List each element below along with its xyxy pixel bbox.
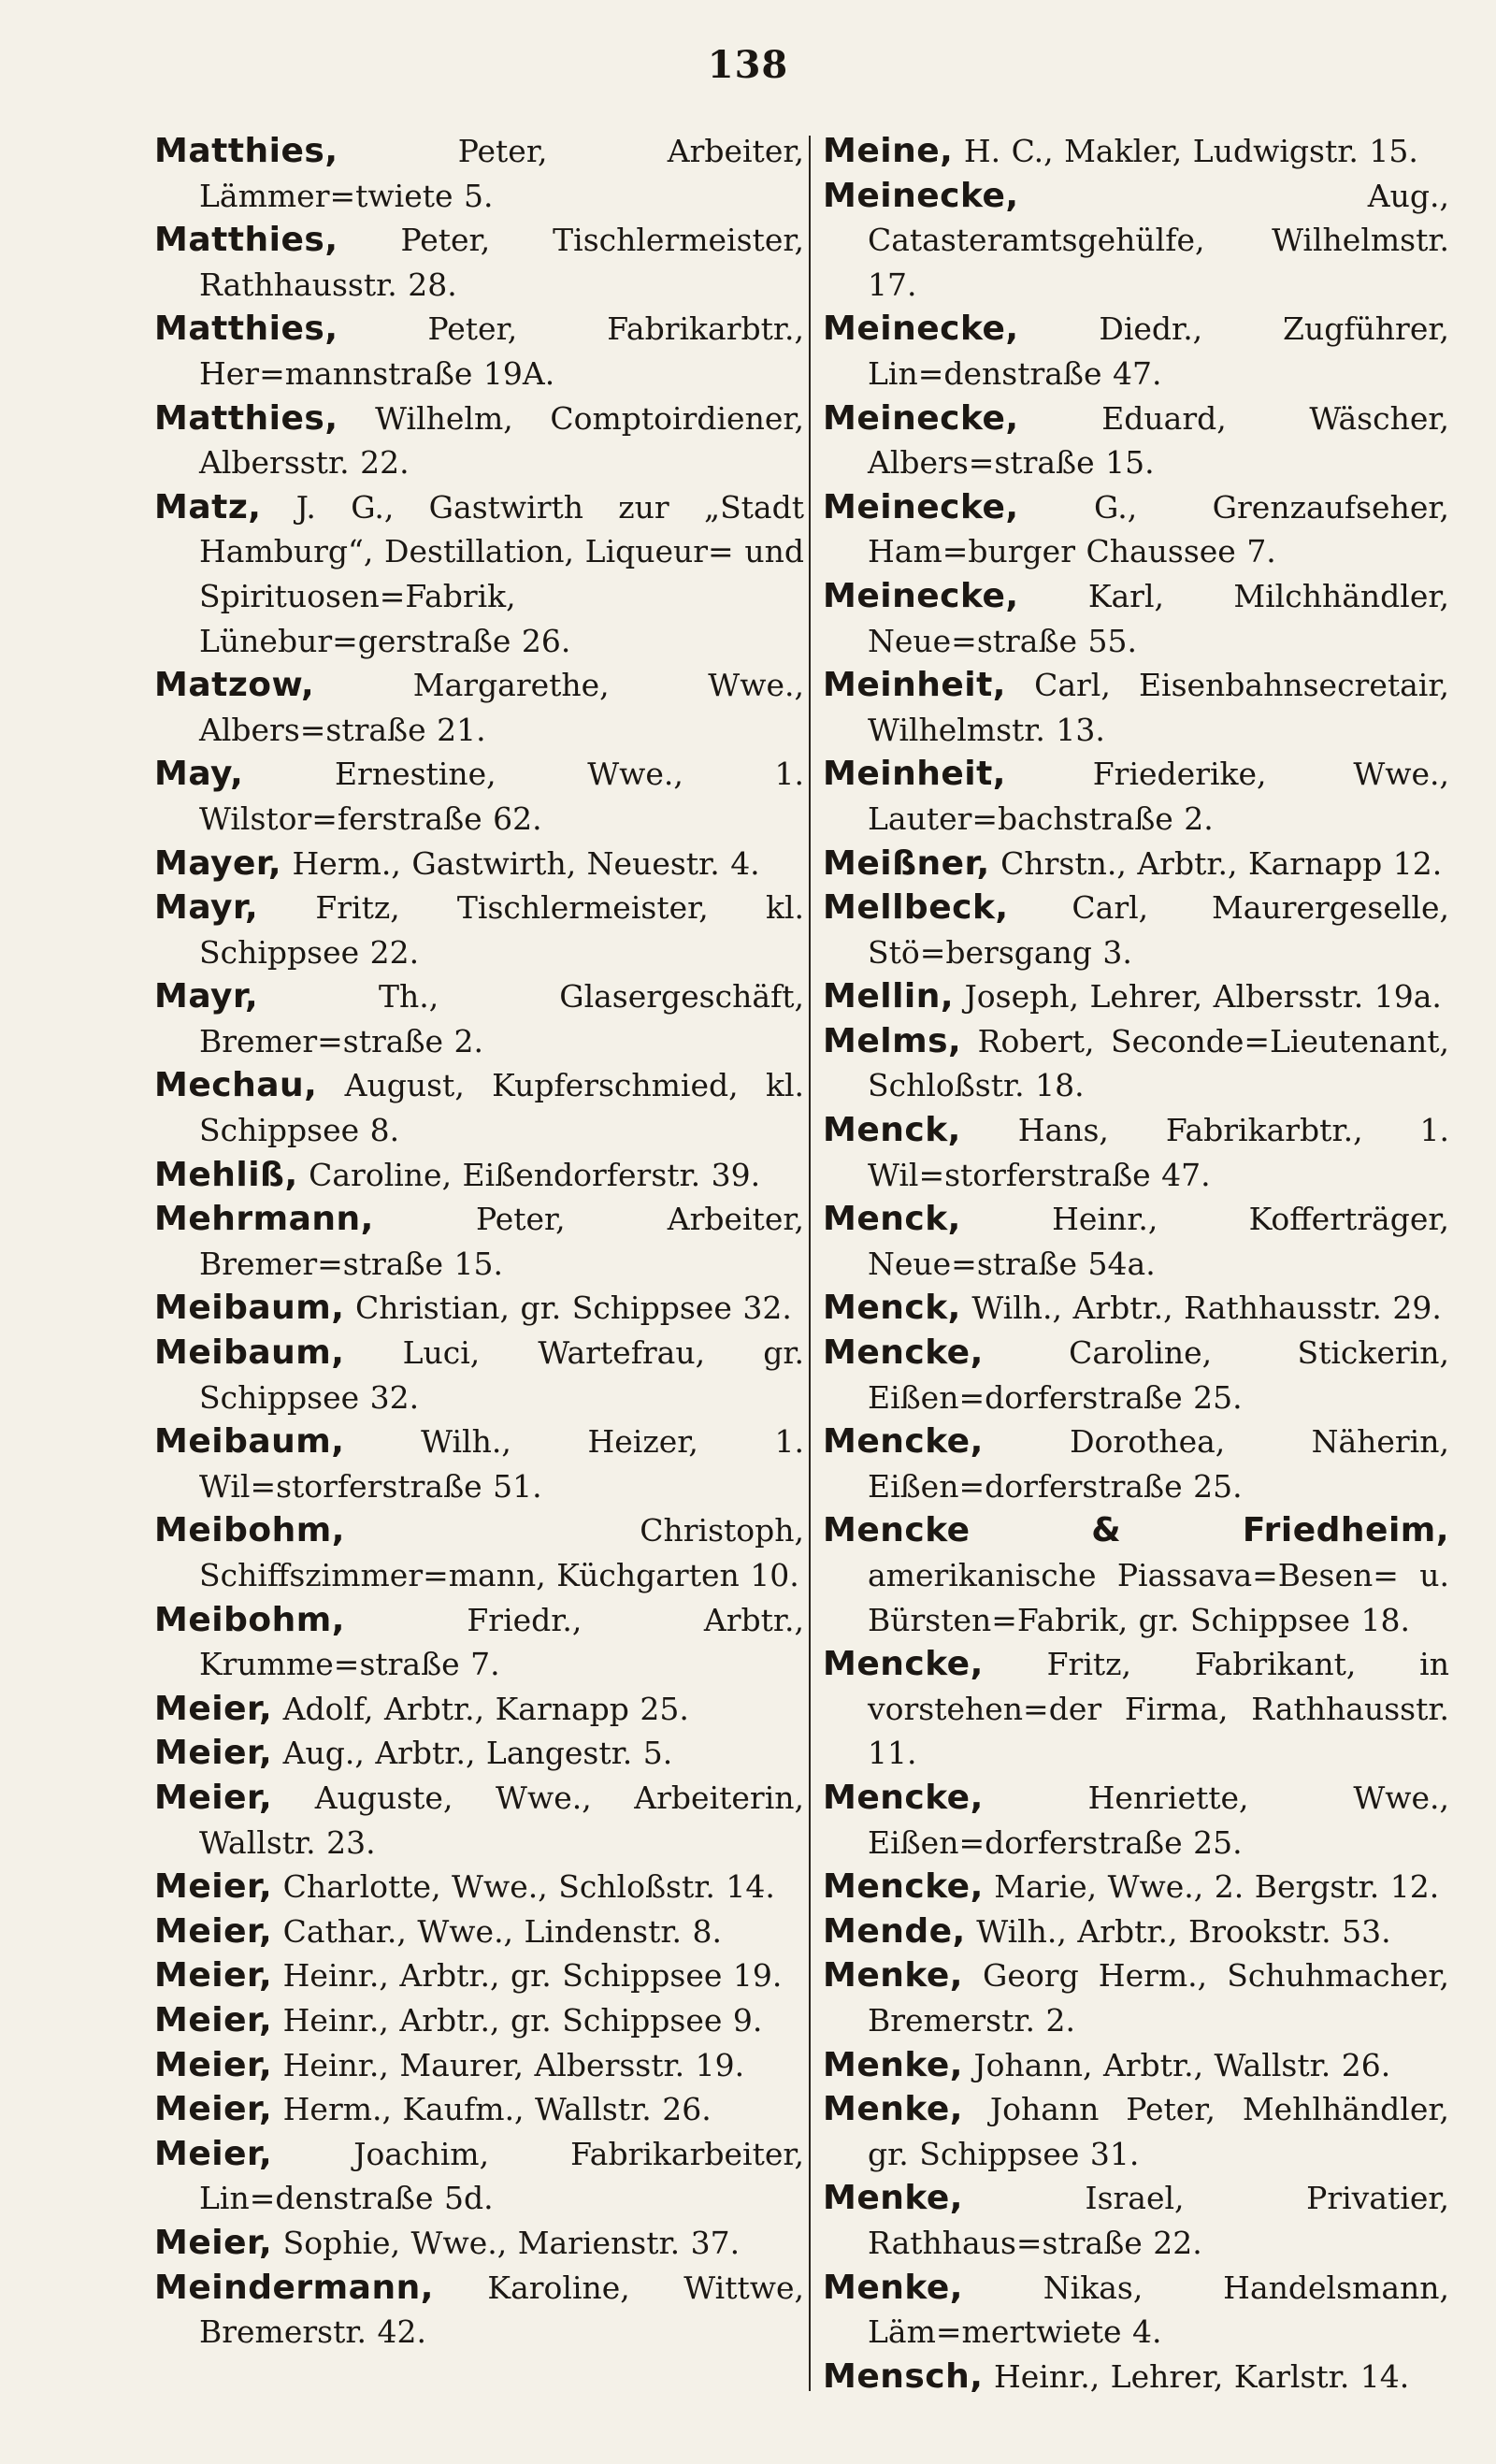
- entry-details: Friedr., Arbtr., Krumme=straße 7.: [199, 1601, 804, 1683]
- entry-surname: Meinheit,: [823, 666, 1006, 705]
- entry-details: Georg Herm., Schuhmacher, Bremerstr. 2.: [868, 1957, 1449, 2039]
- entry-surname: Mayr,: [154, 977, 259, 1016]
- entry-surname: Meinecke,: [823, 487, 1019, 526]
- entry-surname: Menck,: [823, 1289, 961, 1328]
- entry-details: Karoline, Wittwe, Bremerstr. 42.: [199, 2269, 804, 2351]
- directory-entry: [823, 1909, 1449, 1954]
- entry-surname: Meißner,: [823, 843, 990, 883]
- entry-details: amerikanische Piassava=Besen= u. Bürsten=Fabrik, gr. Schippsee 18.: [868, 1557, 1449, 1638]
- entry-details: Auguste, Wwe., Arbeiterin, Wallstr. 23.: [199, 1779, 804, 1861]
- entry-surname: Meier,: [154, 2223, 273, 2262]
- entry-surname: Mechau,: [154, 1066, 318, 1105]
- directory-entry: [823, 1865, 1449, 1909]
- directory-entry: [154, 2087, 804, 2132]
- entry-surname: Mencke,: [823, 1867, 984, 1907]
- directory-entry: [823, 1019, 1449, 1108]
- entry-surname: Meinecke,: [823, 398, 1019, 438]
- entry-details: G., Grenzaufseher, Ham=burger Chaussee 7.: [868, 488, 1449, 570]
- entry-surname: Mellbeck,: [823, 888, 1009, 928]
- directory-entry: [154, 886, 804, 974]
- entry-surname: Mehrmann,: [154, 1200, 374, 1239]
- directory-entry: [823, 842, 1449, 886]
- directory-entry: [823, 2087, 1449, 2176]
- entry-details: H. C., Makler, Ludwigstr. 15.: [963, 133, 1418, 169]
- entry-surname: Mencke,: [823, 1422, 984, 1462]
- directory-entry: [154, 2266, 804, 2355]
- entry-details: Luci, Wartefrau, gr. Schippsee 32.: [199, 1334, 804, 1416]
- entry-surname: May,: [154, 755, 244, 794]
- entry-details: Peter, Fabrikarbtr., Her=mannstraße 19A.: [199, 310, 804, 392]
- directory-entry: [154, 2132, 804, 2221]
- entry-details: August, Kupferschmied, kl. Schippsee 8.: [199, 1067, 804, 1149]
- entry-surname: Menke,: [823, 1956, 963, 1996]
- page-number: 138: [707, 43, 789, 87]
- entry-surname: Meindermann,: [154, 2268, 434, 2307]
- entry-details: Sophie, Wwe., Marienstr. 37.: [282, 2224, 741, 2261]
- directory-entry: [154, 1865, 804, 1909]
- entry-details: Marie, Wwe., 2. Bergstr. 12.: [994, 1868, 1440, 1906]
- directory-entry: [823, 396, 1449, 485]
- directory-entry: [154, 1909, 804, 1954]
- entry-details: Margarethe, Wwe., Albers=straße 21.: [199, 667, 804, 748]
- entry-surname: Matzow,: [154, 666, 315, 705]
- directory-entry: [823, 974, 1449, 1019]
- entry-surname: Menke,: [823, 2090, 963, 2129]
- entry-details: Peter, Tischlermeister, Rathhausstr. 28.: [199, 222, 804, 303]
- entry-surname: Menke,: [823, 2045, 963, 2084]
- entry-surname: Mencke,: [823, 1778, 984, 1817]
- column-divider: [809, 136, 811, 2391]
- entry-surname: Mellin,: [823, 977, 955, 1016]
- directory-entry: [154, 2043, 804, 2088]
- entry-surname: Meibohm,: [154, 1600, 345, 1639]
- entry-details: Hans, Fabrikarbtr., 1. Wil=storferstraße 47.: [868, 1112, 1449, 1193]
- entry-details: Eduard, Wäscher, Albers=straße 15.: [868, 399, 1449, 482]
- left-column: [154, 129, 804, 2355]
- entry-surname: Meier,: [154, 2134, 273, 2173]
- entry-details: Nikas, Handelsmann, Läm=mertwiete 4.: [868, 2269, 1449, 2351]
- entry-surname: Meine,: [823, 132, 954, 170]
- entry-surname: Meibohm,: [154, 1511, 345, 1550]
- entry-details: Caroline, Stickerin, Eißen=dorferstraße 25.: [868, 1334, 1449, 1416]
- directory-entry: [823, 663, 1449, 752]
- directory-entry: [154, 1063, 804, 1152]
- entry-surname: Meibaum,: [154, 1422, 345, 1462]
- directory-entry: [823, 1108, 1449, 1197]
- entry-details: Charlotte, Wwe., Schloßstr. 14.: [282, 1868, 775, 1906]
- directory-entry: [823, 2043, 1449, 2088]
- entry-details: Joachim, Fabrikarbeiter, Lin=denstraße 5d.: [199, 2135, 804, 2217]
- directory-entry: [823, 174, 1449, 308]
- directory-entry: [823, 2176, 1449, 2265]
- entry-surname: Meier,: [154, 1778, 273, 1817]
- entry-details: Johann, Arbtr., Wallstr. 26.: [973, 2046, 1391, 2083]
- directory-entry: [154, 1776, 804, 1865]
- directory-entry: [154, 129, 804, 218]
- entry-details: Wilh., Heizer, 1. Wil=storferstraße 51.: [199, 1423, 804, 1505]
- directory-entry: [823, 2266, 1449, 2355]
- directory-entry: [154, 1419, 804, 1508]
- directory-entry: [823, 1508, 1449, 1642]
- entry-surname: Matthies,: [154, 310, 338, 349]
- directory-entry: [823, 1776, 1449, 1865]
- entry-surname: Meibaum,: [154, 1289, 345, 1328]
- entry-details: Wilhelm, Comptoirdiener, Albersstr. 22.: [199, 399, 804, 482]
- entry-surname: Menke,: [823, 2268, 963, 2307]
- entry-details: Heinr., Kofferträger, Neue=straße 54a.: [868, 1201, 1449, 1282]
- directory-entry: [823, 1286, 1449, 1331]
- entry-surname: Meier,: [154, 1956, 273, 1996]
- entry-details: Peter, Arbeiter, Bremer=straße 15.: [199, 1201, 804, 1282]
- entry-details: Wilh., Arbtr., Brookstr. 53.: [976, 1912, 1391, 1950]
- entry-details: Herm., Gastwirth, Neuestr. 4.: [292, 844, 760, 882]
- entry-details: Diedr., Zugführer, Lin=denstraße 47.: [868, 310, 1449, 392]
- directory-entry: [154, 1331, 804, 1419]
- directory-entry: [154, 1731, 804, 1776]
- directory-entry: [823, 1331, 1449, 1419]
- entry-surname: Meibaum,: [154, 1333, 345, 1373]
- entry-surname: Matthies,: [154, 221, 338, 260]
- entry-surname: Mencke,: [823, 1645, 984, 1684]
- directory-entry: [823, 1419, 1449, 1508]
- entry-surname: Mayr,: [154, 888, 259, 928]
- entry-details: Dorothea, Näherin, Eißen=dorferstraße 25.: [868, 1423, 1449, 1505]
- entry-surname: Meier,: [154, 1734, 273, 1773]
- entry-details: Friederike, Wwe., Lauter=bachstraße 2.: [868, 756, 1449, 837]
- entry-surname: Meinecke,: [823, 176, 1019, 215]
- entry-details: Carl, Maurergeselle, Stö=bersgang 3.: [868, 889, 1449, 971]
- directory-entry: [154, 842, 804, 886]
- directory-entry: [154, 663, 804, 752]
- directory-entry: [823, 129, 1449, 174]
- entry-details: Th., Glasergeschäft, Bremer=straße 2.: [199, 978, 804, 1059]
- directory-entry: [823, 2355, 1449, 2399]
- entry-details: Christoph, Schiffszimmer=mann, Küchgarten 10.: [199, 1512, 804, 1593]
- entry-details: Cathar., Wwe., Lindenstr. 8.: [282, 1912, 722, 1950]
- directory-entry: [823, 1953, 1449, 2042]
- entry-details: Peter, Arbeiter, Lämmer=twiete 5.: [199, 133, 804, 214]
- entry-surname: Mencke,: [823, 1333, 984, 1373]
- directory-entry: [154, 307, 804, 396]
- directory-entry: [154, 485, 804, 663]
- entry-details: Wilh., Arbtr., Rathhausstr. 29.: [971, 1290, 1442, 1327]
- entry-surname: Matthies,: [154, 398, 338, 438]
- directory-entry: [823, 1642, 1449, 1776]
- entry-surname: Mensch,: [823, 2356, 984, 2396]
- entry-surname: Meier,: [154, 2000, 273, 2039]
- entry-surname: Meier,: [154, 1867, 273, 1907]
- directory-entry: [154, 1197, 804, 1286]
- entry-details: Heinr., Arbtr., gr. Schippsee 19.: [282, 1957, 783, 1995]
- directory-entry: [823, 1197, 1449, 1286]
- entry-surname: Meier,: [154, 2090, 273, 2129]
- entry-details: Johann Peter, Mehlhändler, gr. Schippsee 31.: [868, 2091, 1449, 2172]
- entry-details: Adolf, Arbtr., Karnapp 25.: [282, 1690, 689, 1727]
- entry-details: Aug., Arbtr., Langestr. 5.: [282, 1735, 673, 1772]
- entry-surname: Meinheit,: [823, 755, 1006, 794]
- entry-surname: Matz,: [154, 487, 262, 526]
- directory-entry: [154, 1598, 804, 1687]
- directory-entry: [154, 1998, 804, 2043]
- entry-details: Chrstn., Arbtr., Karnapp 12.: [1000, 844, 1443, 882]
- entry-details: Heinr., Arbtr., gr. Schippsee 9.: [282, 2001, 763, 2039]
- entry-details: Heinr., Lehrer, Karlstr. 14.: [993, 2357, 1410, 2395]
- directory-entry: [823, 574, 1449, 663]
- entry-surname: Menck,: [823, 1200, 961, 1239]
- entry-details: Caroline, Eißendorferstr. 39.: [309, 1156, 761, 1193]
- entry-details: Karl, Milchhändler, Neue=straße 55.: [868, 577, 1449, 659]
- entry-surname: Mende,: [823, 1911, 966, 1951]
- directory-entry: [154, 396, 804, 485]
- entry-surname: Mehliß,: [154, 1155, 298, 1194]
- entry-surname: Menck,: [823, 1111, 961, 1150]
- directory-entry: [823, 752, 1449, 841]
- entry-details: Israel, Privatier, Rathhaus=straße 22.: [868, 2180, 1449, 2261]
- directory-entry: [154, 1153, 804, 1198]
- entry-surname: Melms,: [823, 1021, 962, 1060]
- entry-details: Herm., Kaufm., Wallstr. 26.: [282, 2091, 712, 2128]
- entry-surname: Meier,: [154, 2045, 273, 2084]
- directory-entry: [154, 1508, 804, 1597]
- entry-surname: Meinecke,: [823, 310, 1019, 349]
- directory-entry: [154, 1687, 804, 1732]
- entry-details: Robert, Seconde=Lieutenant, Schloßstr. 18.: [868, 1022, 1449, 1104]
- entry-surname: Matthies,: [154, 132, 338, 170]
- entry-details: Henriette, Wwe., Eißen=dorferstraße 25.: [868, 1779, 1449, 1861]
- entry-details: Christian, gr. Schippsee 32.: [354, 1290, 792, 1327]
- directory-entry: [823, 485, 1449, 574]
- entry-details: Fritz, Fabrikant, in vorstehen=der Firma, Rathhausstr. 11.: [868, 1646, 1449, 1772]
- entry-details: Fritz, Tischlermeister, kl. Schippsee 22.: [199, 889, 804, 971]
- directory-entry: [154, 2221, 804, 2266]
- entry-surname: Mayer,: [154, 843, 282, 883]
- entry-details: Joseph, Lehrer, Albersstr. 19a.: [964, 978, 1442, 1016]
- directory-entry: [823, 886, 1449, 974]
- directory-entry: [823, 307, 1449, 396]
- entry-details: Carl, Eisenbahnsecretair, Wilhelmstr. 13.: [868, 667, 1449, 748]
- entry-surname: Meier,: [154, 1689, 273, 1728]
- directory-entry: [154, 752, 804, 841]
- entry-surname: Meier,: [154, 1911, 273, 1951]
- entry-details: J. G., Gastwirth zur „Stadt Hamburg“, Destillation, Liqueur= und Spirituosen=Fabrik, Lünebur=gerstraße 26.: [199, 488, 804, 659]
- directory-entry: [154, 1953, 804, 1998]
- entry-details: Ernestine, Wwe., 1. Wilstor=ferstraße 62.: [199, 756, 804, 837]
- entry-surname: Meinecke,: [823, 576, 1019, 615]
- entry-details: Aug., Catasteramtsgehülfe, Wilhelmstr. 17.: [868, 177, 1449, 303]
- entry-surname: Mencke & Friedheim,: [823, 1511, 1449, 1550]
- directory-entry: [154, 1286, 804, 1331]
- entry-details: Heinr., Maurer, Albersstr. 19.: [282, 2046, 745, 2083]
- right-column: [823, 129, 1449, 2399]
- directory-entry: [154, 218, 804, 307]
- entry-surname: Menke,: [823, 2179, 963, 2218]
- directory-entry: [154, 974, 804, 1063]
